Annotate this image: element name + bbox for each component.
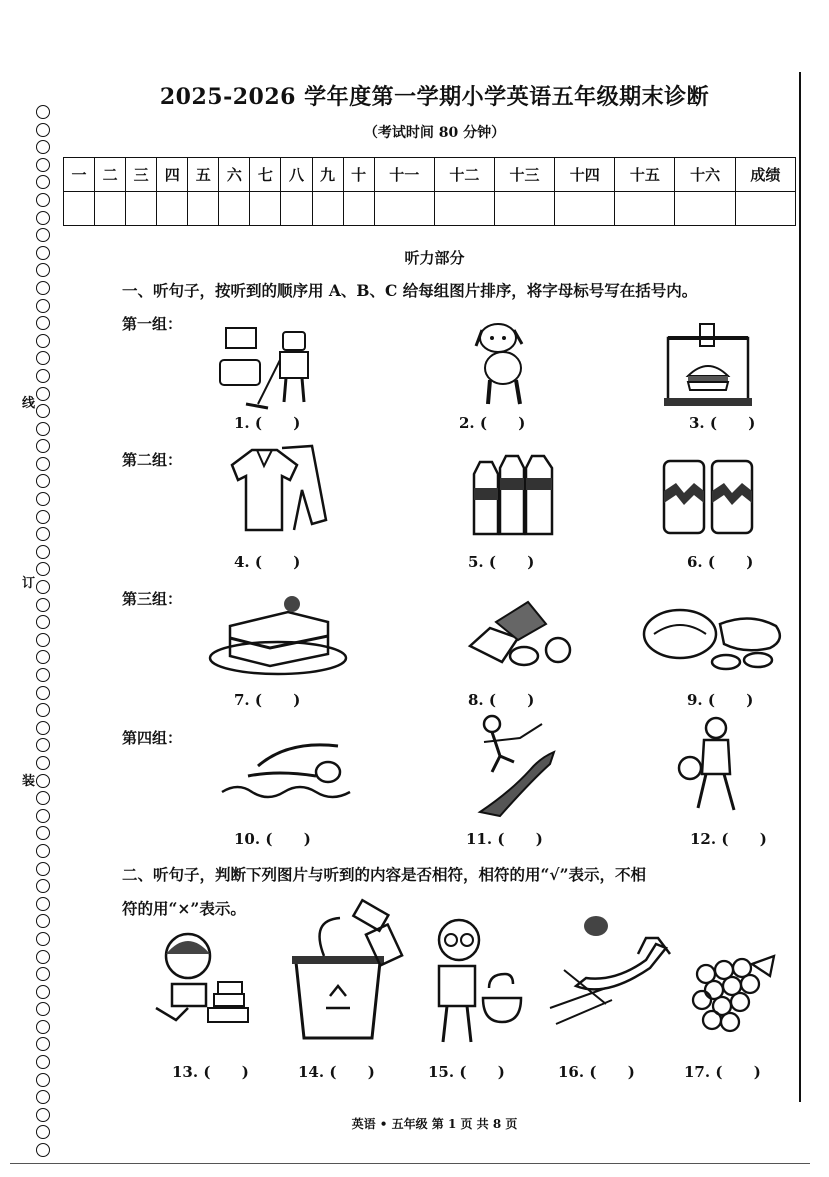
score-entry-row	[64, 192, 796, 226]
answer-4[interactable]: 4. ( )	[234, 553, 301, 571]
binding-hole	[36, 527, 50, 541]
answer-13[interactable]: 13. ( )	[172, 1063, 249, 1081]
robot-dog-icon	[468, 318, 538, 410]
binding-hole	[36, 545, 50, 559]
score-entry-cell[interactable]	[494, 192, 554, 226]
binding-hole	[36, 914, 50, 928]
binding-hole	[36, 580, 50, 594]
score-header-cell: 十六	[675, 158, 735, 192]
swimmer-icon	[218, 736, 354, 810]
binding-hole	[36, 474, 50, 488]
answer-5[interactable]: 5. ( )	[468, 553, 535, 571]
binding-hole	[36, 985, 50, 999]
score-header-cell: 九	[312, 158, 343, 192]
binding-hole	[36, 826, 50, 840]
group4-label: 第四组：	[122, 729, 183, 747]
answer-3[interactable]: 3. ( )	[689, 414, 756, 432]
binding-hole	[36, 668, 50, 682]
page-title: 2025-2026 学年度第一学期小学英语五年级期末诊断	[159, 84, 710, 110]
binding-hole	[36, 1002, 50, 1016]
binding-hole	[36, 862, 50, 876]
binding-hole	[36, 211, 50, 225]
binding-label-xian: 线	[22, 396, 36, 411]
soda-cans-icon	[660, 455, 760, 537]
girl-reading-icon	[148, 924, 258, 1034]
binding-hole	[36, 774, 50, 788]
nuts-icon	[640, 606, 790, 678]
score-entry-cell[interactable]	[188, 192, 219, 226]
answer-12[interactable]: 12. ( )	[690, 830, 767, 848]
score-entry-cell[interactable]	[312, 192, 343, 226]
exam-duration: （考试时间 80 分钟）	[363, 125, 506, 141]
answer-10[interactable]: 10. ( )	[234, 830, 311, 848]
score-header-cell: 十三	[494, 158, 554, 192]
binding-hole	[36, 158, 50, 172]
score-entry-cell[interactable]	[555, 192, 615, 226]
binding-hole	[36, 721, 50, 735]
part2-instruction-line2: 符的用“×”表示。	[122, 899, 246, 918]
score-header-cell: 十二	[434, 158, 494, 192]
3d-printer-burger-icon	[660, 318, 755, 413]
score-entry-cell[interactable]	[157, 192, 188, 226]
score-header-cell: 二	[95, 158, 126, 192]
binding-hole	[36, 633, 50, 647]
dragon-boat-icon	[546, 908, 676, 1028]
score-header-row	[64, 158, 796, 192]
score-header-cell: 七	[250, 158, 281, 192]
answer-15[interactable]: 15. ( )	[428, 1063, 505, 1081]
score-header-cell: 十四	[555, 158, 615, 192]
binding-hole	[36, 650, 50, 664]
score-entry-cell[interactable]	[735, 192, 795, 226]
bottom-rule	[10, 1163, 810, 1164]
score-header-cell: 三	[126, 158, 157, 192]
binding-hole	[36, 562, 50, 576]
binding-hole	[36, 193, 50, 207]
score-entry-cell[interactable]	[281, 192, 312, 226]
binding-hole	[36, 316, 50, 330]
score-entry-cell[interactable]	[615, 192, 675, 226]
binding-hole	[36, 1055, 50, 1069]
answer-1[interactable]: 1. ( )	[234, 414, 301, 432]
binding-hole	[36, 510, 50, 524]
answer-17[interactable]: 17. ( )	[684, 1063, 761, 1081]
binding-hole	[36, 334, 50, 348]
binding-hole	[36, 967, 50, 981]
score-header-cell: 八	[281, 158, 312, 192]
score-header-cell: 四	[157, 158, 188, 192]
binding-hole	[36, 228, 50, 242]
group3-label: 第三组：	[122, 590, 183, 608]
listening-section-title: 听力部分	[404, 249, 465, 267]
binding-hole	[36, 615, 50, 629]
binding-hole	[36, 1143, 50, 1157]
right-margin-rule	[799, 72, 801, 1102]
score-entry-cell[interactable]	[250, 192, 281, 226]
binding-label-zhuang: 装	[22, 774, 36, 789]
binding-hole	[36, 387, 50, 401]
binding-hole	[36, 1037, 50, 1051]
water-bottles-icon	[466, 448, 558, 538]
binding-hole	[36, 281, 50, 295]
score-table	[63, 157, 796, 226]
binding-hole	[36, 404, 50, 418]
answer-16[interactable]: 16. ( )	[558, 1063, 635, 1081]
binding-hole	[36, 897, 50, 911]
score-entry-cell[interactable]	[374, 192, 434, 226]
binding-hole	[36, 492, 50, 506]
binding-hole	[36, 932, 50, 946]
score-header-cell: 十	[343, 158, 374, 192]
binding-hole	[36, 351, 50, 365]
binding-hole	[36, 879, 50, 893]
group2-label: 第二组：	[122, 451, 183, 469]
binding-hole	[36, 703, 50, 717]
binding-hole	[36, 809, 50, 823]
group1-label: 第一组：	[122, 315, 183, 333]
binding-hole	[36, 439, 50, 453]
binding-label-ding: 订	[22, 576, 36, 591]
answer-8[interactable]: 8. ( )	[468, 691, 535, 709]
recycle-bin-icon	[290, 900, 410, 1044]
page-footer: 英语 • 五年级 第 1 页 共 8 页	[351, 1117, 518, 1131]
score-entry-cell[interactable]	[219, 192, 250, 226]
binding-hole	[36, 738, 50, 752]
binding-hole	[36, 950, 50, 964]
score-entry-cell[interactable]	[434, 192, 494, 226]
binding-hole	[36, 457, 50, 471]
boy-washing-hands-icon	[425, 914, 525, 1048]
binding-hole	[36, 140, 50, 154]
score-entry-cell[interactable]	[126, 192, 157, 226]
score-header-cell: 六	[219, 158, 250, 192]
part1-instruction: 一、听句子，按听到的顺序用 A、B、C 给每组图片排序，将字母标号写在括号内。	[122, 281, 698, 300]
binding-hole	[36, 756, 50, 770]
score-header-cell: 十五	[615, 158, 675, 192]
answer-11[interactable]: 11. ( )	[466, 830, 543, 848]
score-entry-cell[interactable]	[95, 192, 126, 226]
candy-icon	[462, 594, 572, 672]
binding-hole	[36, 598, 50, 612]
surfer-icon	[470, 712, 560, 824]
score-header-cell: 五	[188, 158, 219, 192]
score-entry-cell[interactable]	[343, 192, 374, 226]
basketball-boy-icon	[676, 714, 748, 816]
answer-14[interactable]: 14. ( )	[298, 1063, 375, 1081]
answer-2[interactable]: 2. ( )	[459, 414, 526, 432]
robot-cleaning-icon	[218, 320, 318, 412]
binding-hole	[36, 844, 50, 858]
binding-hole	[36, 791, 50, 805]
binding-hole	[36, 299, 50, 313]
binding-hole	[36, 1090, 50, 1104]
score-header-cell: 成绩	[735, 158, 795, 192]
grapes-icon	[686, 952, 782, 1038]
score-entry-cell[interactable]	[675, 192, 735, 226]
binding-hole	[36, 369, 50, 383]
answer-6[interactable]: 6. ( )	[687, 553, 754, 571]
binding-hole	[36, 686, 50, 700]
score-entry-cell[interactable]	[64, 192, 95, 226]
part2-instruction-line1: 二、听句子，判断下列图片与听到的内容是否相符，相符的用“√”表示，不相	[122, 865, 647, 884]
binding-hole	[36, 422, 50, 436]
cake-icon	[208, 592, 348, 678]
score-header-cell: 十一	[374, 158, 434, 192]
answer-9[interactable]: 9. ( )	[687, 691, 754, 709]
binding-hole	[36, 1020, 50, 1034]
answer-7[interactable]: 7. ( )	[234, 691, 301, 709]
score-header-cell: 一	[64, 158, 95, 192]
shirt-jeans-icon	[222, 440, 332, 540]
binding-hole	[36, 1073, 50, 1087]
binding-hole	[36, 175, 50, 189]
